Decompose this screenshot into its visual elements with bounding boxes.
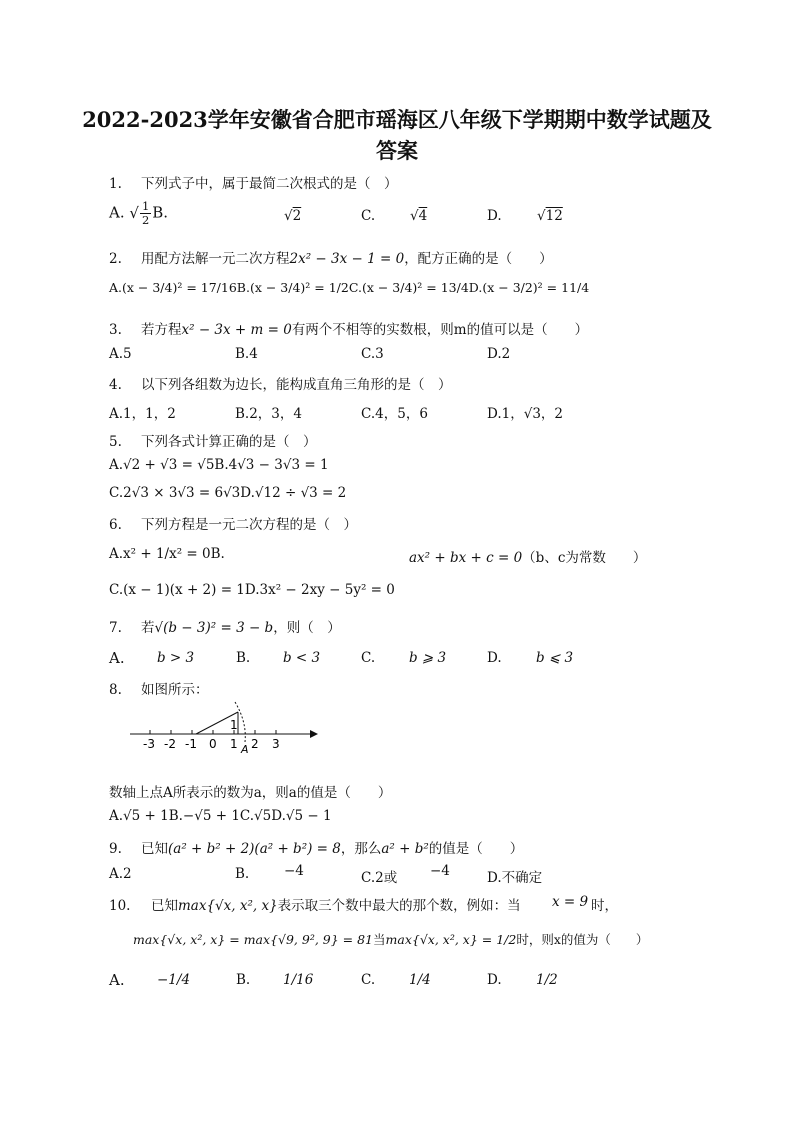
question-number: 5. [109,434,122,450]
tick-label: 2 [251,737,259,751]
question-number: 4. [109,377,122,393]
equation-2: a² + b² [381,841,429,857]
option-c: C.(x − 3/4)² = 13/4 [348,280,469,295]
question-stem: 用配方法解一元二次方程 [141,251,290,267]
option-c-expr: √4 [410,208,428,224]
line2-text: 当 [373,932,386,947]
question-stem-end: 有两个不相等的实数根，则m的值可以是（ ） [291,322,589,338]
title-line-1: 2022-2023学年安徽省合肥市瑶海区八年级下学期期中数学试题及 [82,107,712,132]
condition-equation: max{√x, x², x} = 1/2 [385,932,517,947]
option-b-label: B. [235,866,250,882]
question-stem: 已知 [141,841,168,857]
tick-label: -3 [143,737,155,751]
question-stem-end: ，则（ ） [273,620,341,636]
option-a-expr: √ $\frac{1}{2}$ [129,199,150,227]
equation: √(b − 3)² = 3 − b [154,620,274,636]
option-d: D.不确定 [487,870,543,886]
line2-end: 时，则x的值为（ ） [516,932,649,947]
option-c-value: 1/4 [409,972,431,988]
option-d-label: D. [487,208,502,224]
question-number: 6. [109,517,122,533]
option-a-value: −1/4 [157,972,191,988]
option-d-value: b ⩽ 3 [536,650,574,666]
tick-label: -2 [164,737,176,751]
option-d: D.1，√3，2 [487,406,564,422]
question-10 [109,894,521,914]
equation-2: x = 9 [552,894,589,910]
option-b-value: −4 [284,863,304,879]
option-b-value: 1/16 [283,972,314,988]
question-stem: 下列方程是一元二次方程的是（ ） [141,517,357,533]
question-10-line-2 [133,930,648,948]
option-b: B.2，3，4 [235,406,302,422]
question-number: 2. [109,251,122,267]
q1-options [109,200,168,227]
number-line-figure [120,698,330,758]
option-a-label: A. [109,971,125,989]
question-3 [109,318,588,338]
question-number: 10. [109,898,131,914]
question-8 [109,678,209,698]
option-a-label: A. [109,203,125,222]
option-b-label: B. [236,972,251,988]
question-number: 8. [109,682,122,698]
question-7 [109,616,341,636]
option-b [409,546,646,566]
equation: max{√x, x², x} [178,898,278,914]
question-stem-mid: 表示取三个数中最大的那个数，例如：当 [277,898,521,914]
question-stem: 以下列各组数为边长，能构成直角三角形的是（ ） [141,377,452,393]
option-c: C.3 [361,346,384,362]
equation: x² − 3x + m = 0 [181,322,292,338]
question-stem: 如图所示： [141,682,209,698]
question-6 [109,513,357,533]
option-b: B.4 [235,346,258,362]
option-a: A.x² + 1/x² = 0B. [109,546,225,562]
question-stem: 若方程 [141,322,182,338]
question-stem: 下列式子中，属于最简二次根式的是（ ） [141,176,398,192]
question-number: 3. [109,322,122,338]
option-b-label: B. [236,650,251,666]
q2-options [109,280,589,295]
option-d [487,208,502,224]
question-5 [109,430,317,450]
equation: (a² + b² + 2)(a² + b²) = 8 [168,841,341,857]
question-8-text: 数轴上点A所表示的数为a，则a的值是（ ） [109,785,392,801]
option-c-label: C. [361,650,376,666]
options-a-b: A.√2 + √3 = √5B.4√3 − 3√3 = 1 [109,457,329,473]
question-number: 9. [109,841,122,857]
example-equation: max{√x, x², x} = max{√9, 9², 9} = 81 [133,932,374,947]
fraction: $\frac{1}{2}$ [141,199,150,227]
option-a: A.5 [109,346,132,362]
option-d: D.(x − 3/2)² = 11/4 [468,280,590,295]
option-c-label: C.2或 [361,870,398,886]
question-number: 1. [109,176,122,192]
options-c-d: C.2√3 × 3√3 = 6√3D.√12 ÷ √3 = 2 [109,485,347,501]
option-b-equation: ax² + bx + c = 0 [409,550,523,566]
option-c [361,208,375,224]
question-stem-mid: ，那么 [340,841,382,857]
option-b-label: B. [152,203,169,222]
tick-label: 3 [272,737,280,751]
option-a-value: b > 3 [157,650,195,666]
option-d-label: D. [487,650,502,666]
question-4 [109,373,452,393]
option-a: A.(x − 3/4)² = 17/16 [109,280,237,295]
question-stem: 若 [141,620,155,636]
option-b-expr: √2 [284,208,302,224]
option-a: A.1，1，2 [109,406,176,422]
option-c-label: C. [361,972,376,988]
option-b-value: b < 3 [283,650,321,666]
tick-label: 0 [209,737,217,751]
question-9 [109,837,523,857]
option-b-note: （b、c为常数 ） [522,550,647,566]
option-b: B.(x − 3/4)² = 1/2 [236,280,349,295]
option-d-expr: √12 [537,208,563,224]
question-1 [109,172,398,192]
question-stem: 已知 [151,898,178,914]
tick-label: 1 [230,737,238,751]
tick-label: -1 [185,737,197,751]
equation: 2x² − 3x − 1 = 0 [289,251,405,267]
option-c: C.4，5，6 [361,406,428,422]
label-one: 1 [230,718,238,732]
question-8-options: A.√5 + 1B.−√5 + 1C.√5D.√5 − 1 [109,808,332,824]
axis-arrow [310,730,318,738]
question-2 [109,247,553,267]
option-d-label: D. [487,972,502,988]
question-stem-end: 的值是（ ） [428,841,524,857]
label-point-a: A [241,743,249,756]
option-d: D.2 [487,346,511,362]
tick-group [143,730,280,751]
option-a: A.2 [109,866,132,882]
options-c-d: C.(x − 1)(x + 2) = 1D.3x² − 2xy − 5y² = 0 [109,582,395,598]
page-title [60,104,734,166]
option-c-value: b ⩾ 3 [409,650,447,666]
option-c-label: C. [361,208,376,224]
option-c-value: −4 [430,863,450,879]
question-stem: 下列各式计算正确的是（ ） [141,434,317,450]
question-stem-end: 时， [591,898,618,914]
title-line-2: 答案 [376,138,418,163]
question-number: 7. [109,620,122,636]
option-a-label: A. [109,649,125,667]
option-d-value: 1/2 [536,972,558,988]
question-stem-end: ，配方正确的是（ ） [404,251,553,267]
